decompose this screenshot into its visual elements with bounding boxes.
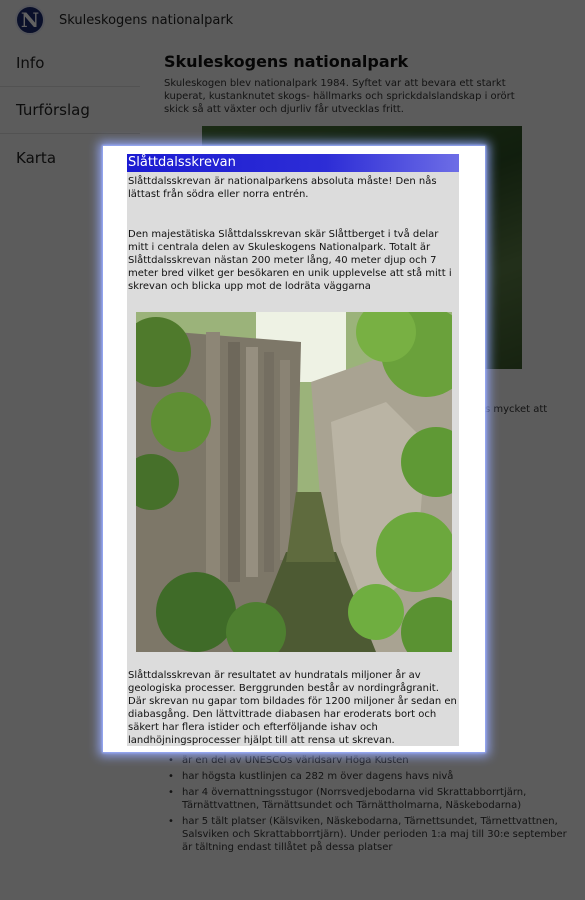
dialog-paragraph: Den majestätiska Slåttdalsskrevan skär Slåttberget i två delar mitt i centrala delen av Skuleskogens Nationalpark. Totalt är Slåttdalsskrevan nästan 200 meter lång, 40 meter djup och 7 meter bred vilket ger besökaren en unik upplevelse att stå mitt i skrevan och blicka upp mot de lodräta väggarna [128,229,452,292]
ravine-photo [136,312,452,652]
dialog-title: Slåttdalsskrevan [127,154,459,172]
info-dialog [103,146,485,752]
dialog-paragraph: Slåttdalsskrevan är nationalparkens absoluta måste! Den nås lättast från södra eller norra entrén. [128,176,437,200]
dialog-paragraph: Slåttdalsskrevan är resultatet av hundratals miljoner år av geologiska processer. Berggrunden består av nordingrågranit. Där skrevan nu gapar tom bildades för 1200 miljoner år sedan en diabasgång. Den lättvittrade diabasen har eroderats bort och säkert har flera istider och efterföljande ishav och landhöjningsprocesser hjälpt till att rensa ut skrevan. [128,670,457,746]
ravine-photo-graphic [136,312,452,652]
dialog-body [127,154,459,746]
